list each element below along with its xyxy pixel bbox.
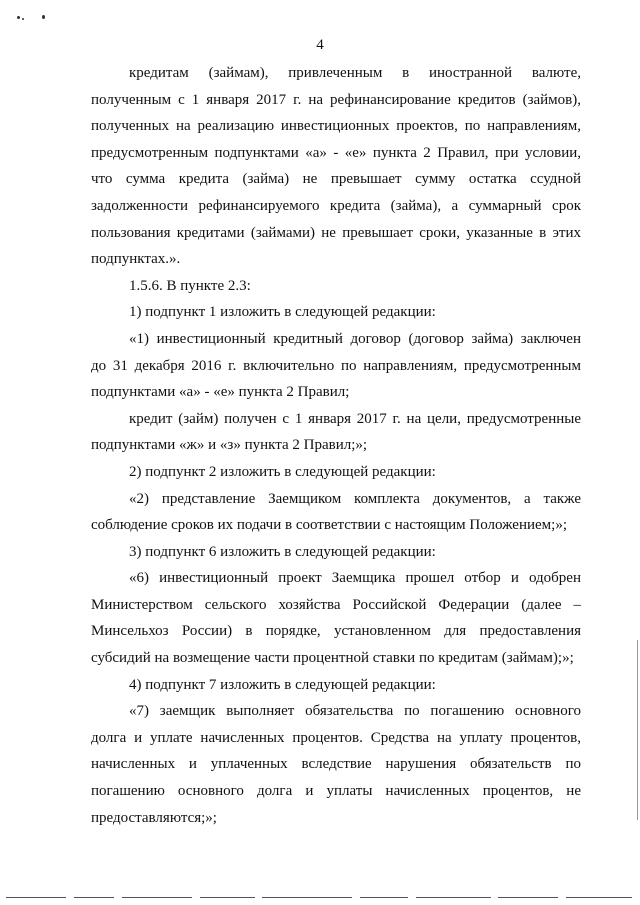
text-line: погашению основного долга и уплаты начисленных процентов, не xyxy=(91,783,581,800)
text-line: полученных на реализацию инвестиционных проектов, по направлениям, xyxy=(91,118,581,135)
text-line: «2) представление Заемщиком комплекта документов, а также xyxy=(129,490,581,507)
text-line: начисленных и уплаченных вследствие нарушения обязательств по xyxy=(91,756,581,773)
text-line: субсидий на возмещение части процентной ставки по кредитам (займам);»; xyxy=(91,650,574,667)
text-line: полученным с 1 января 2017 г. на рефинансирование кредитов (займов), xyxy=(91,91,581,108)
text-line: «6) инвестиционный проект Заемщика прошел отбор и одобрен xyxy=(129,570,581,587)
text-line: Министерством сельского хозяйства Российской Федерации (далее – xyxy=(91,596,581,613)
text-line: до 31 декабря 2016 г. включительно по направлениям, предусмотренным xyxy=(91,357,581,374)
text-line: 4) подпункт 7 изложить в следующей редакции: xyxy=(129,676,436,693)
text-line: долга и уплате начисленных процентов. Средства на уплату процентов, xyxy=(91,729,581,746)
text-line: Минсельхоз России) в порядке, установленном для предоставления xyxy=(91,623,581,640)
text-line: «7) заемщик выполняет обязательства по погашению основного xyxy=(129,703,581,720)
text-line: пользования кредитами (займами) не превышает сроки, указанные в этих xyxy=(91,224,581,241)
text-line: 3) подпункт 6 изложить в следующей редакции: xyxy=(129,543,436,560)
text-line: предусмотренным подпунктами «а» - «е» пункта 2 Правил, при условии, xyxy=(91,144,581,161)
text-line: 1.5.6. В пункте 2.3: xyxy=(129,277,251,294)
text-line: предоставляются;»; xyxy=(91,809,217,826)
text-line: кредитам (займам), привлеченным в иностранной валюте, xyxy=(129,65,581,81)
text-line: кредит (займ) получен с 1 января 2017 г. на цели, предусмотренные xyxy=(129,410,581,427)
scan-bottom-edge xyxy=(0,897,640,899)
text-line: что сумма кредита (займа) не превышает сумму остатка ссудной xyxy=(91,171,581,188)
text-line: 2) подпункт 2 изложить в следующей редакции: xyxy=(129,463,436,480)
scan-edge-line xyxy=(637,640,638,820)
text-line: задолженности рефинансируемого кредита (займа), а суммарный срок xyxy=(91,197,581,214)
page-number: 4 xyxy=(316,37,324,53)
text-line: подпунктами «а» - «е» пункта 2 Правил; xyxy=(91,384,350,401)
document-body xyxy=(91,60,581,831)
text-line: «1) инвестиционный кредитный договор (договор займа) заключен xyxy=(129,330,581,347)
text-line: подпунктами «ж» и «з» пункта 2 Правил;»; xyxy=(91,437,368,454)
text-line: 1) подпункт 1 изложить в следующей редакции: xyxy=(129,304,436,321)
text-line: подпунктах.». xyxy=(91,251,181,268)
scan-artifact xyxy=(14,12,54,22)
text-line: соблюдение сроков их подачи в соответствии с настоящим Положением;»; xyxy=(91,517,567,534)
